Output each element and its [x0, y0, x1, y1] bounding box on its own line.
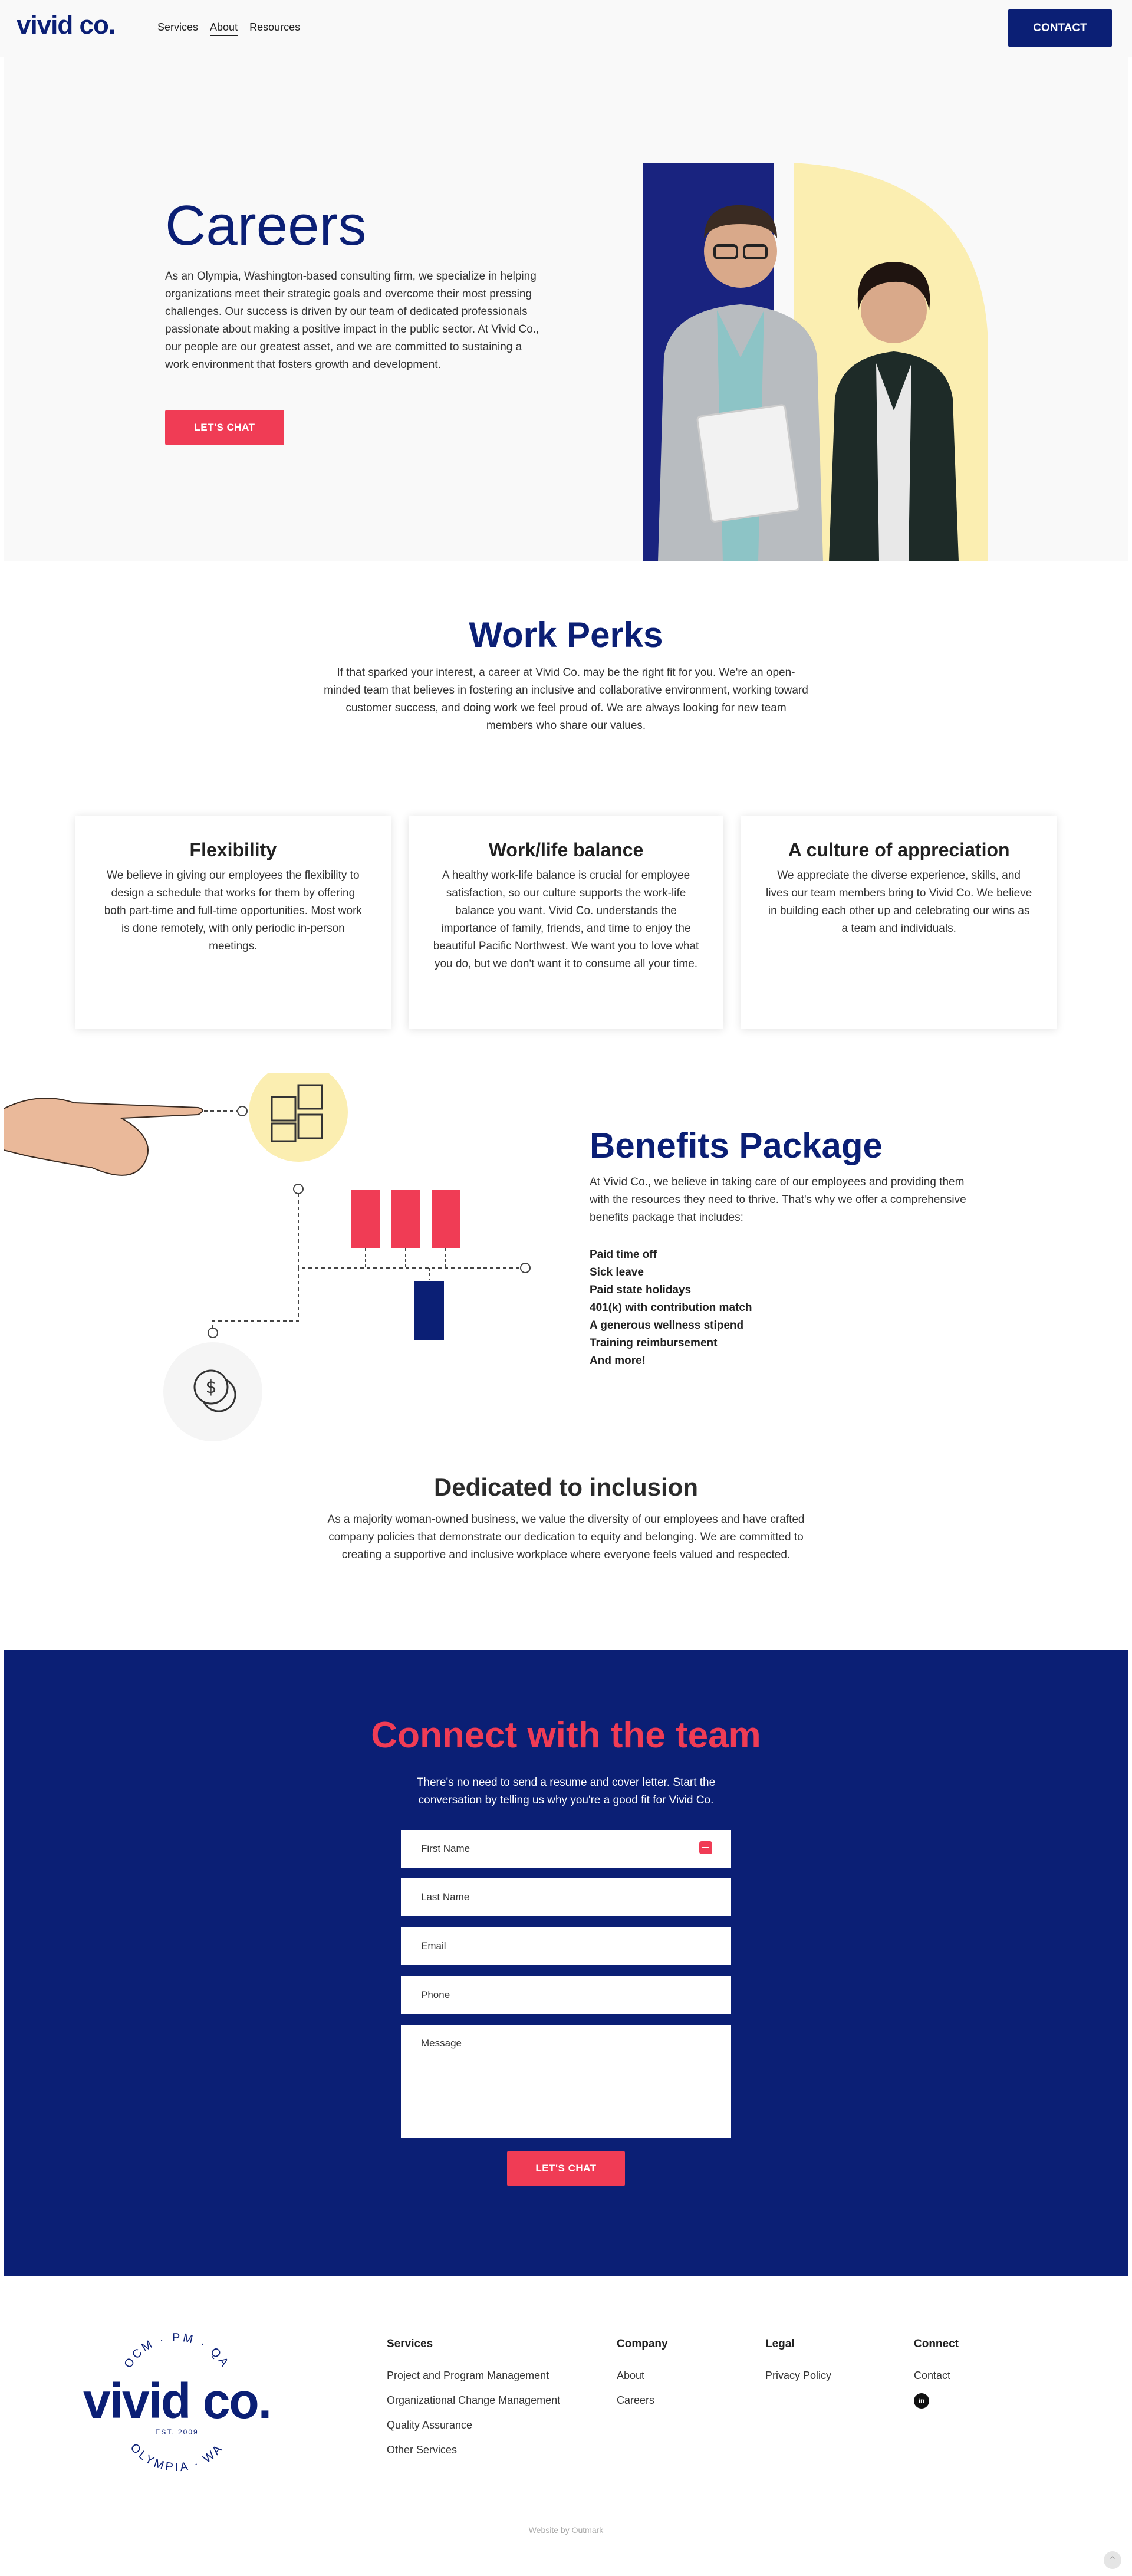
benefits-title: Benefits Package — [590, 1126, 883, 1165]
site-header — [0, 0, 1132, 57]
footer-heading: Services — [387, 2338, 433, 2350]
benefits-text: At Vivid Co., we believe in taking care of our employees and providing them with the resources they need to thrive. That's why we offer a comprehensive benefits package that includes: — [590, 1176, 966, 1224]
perk-card-title: A culture of appreciation — [788, 839, 1010, 860]
last-name-field[interactable] — [401, 1878, 731, 1916]
inclusion-title: Dedicated to inclusion — [433, 1473, 699, 1501]
footer-link[interactable]: Organizational Change Management — [387, 2394, 561, 2406]
perk-card-appreciation — [741, 816, 1057, 1029]
footer-link[interactable]: Quality Assurance — [387, 2419, 473, 2431]
svg-text:OLYMPIA · WA: OLYMPIA · WA — [127, 2441, 226, 2475]
site-logo[interactable]: vivid co. — [17, 11, 116, 40]
list-item: And more! — [590, 1355, 646, 1367]
perk-card-text: We believe in giving our employees the flexibility to design a schedule that works for them by offering both part-time and full-time opportunities. Most work is done remotely, with only periodic in-person meetings. — [104, 869, 362, 952]
benefits-illustration — [4, 1073, 534, 1445]
list-item: Paid time off — [590, 1248, 657, 1261]
footer-link[interactable]: Careers — [617, 2394, 655, 2406]
connect-text: There's no need to send a resume and cover letter. Start the conversation by telling us why you're a good fit for Vivid Co. — [416, 1776, 716, 1806]
submit-chat-button[interactable]: LET'S CHAT — [507, 2151, 625, 2186]
list-item: Sick leave — [590, 1266, 644, 1279]
perk-card-title: Work/life balance — [488, 839, 644, 860]
perk-card-text: A healthy work-life balance is crucial for employee satisfaction, so our culture supports the work-life balance you want. Vivid Co. understands the importance of family, friends, and time to enjoy the beautiful Pacific Northwest. We want you to love what you do, but we don't want it to consume all your time. — [433, 869, 699, 970]
list-item: A generous wellness stipend — [590, 1319, 744, 1332]
footer-legal — [765, 2338, 831, 2393]
connect-title: Connect with the team — [371, 1715, 761, 1756]
main-nav — [157, 21, 300, 36]
footer-link[interactable]: Privacy Policy — [765, 2370, 832, 2381]
nav-about[interactable]: About — [210, 21, 238, 36]
footer-connect — [914, 2338, 959, 2409]
list-item: Training reimbursement — [590, 1337, 718, 1349]
inclusion-text: As a majority woman-owned business, we value the diversity of our employees and have crafted company policies that demonstrate our dedication to equity and belonging. We are committed to creating a supportive and inclusive workplace where everyone feels valued and respected. — [327, 1513, 805, 1561]
perk-card-title: Flexibility — [189, 839, 277, 860]
footer-heading: Connect — [914, 2338, 959, 2350]
footer-services — [387, 2338, 564, 2467]
chevron-up-icon[interactable]: ^ — [1104, 2551, 1121, 2569]
autofill-icon[interactable] — [699, 1841, 712, 1854]
footer-link[interactable]: Project and Program Management — [387, 2370, 549, 2381]
footer-link[interactable]: Contact — [914, 2370, 951, 2381]
benefits-list — [590, 1246, 752, 1370]
perks-intro: If that sparked your interest, a career at Vivid Co. may be the right fit for you. We're an open-minded team that believes in fostering an inclusive and collaborative environment, working toward customer success, and doing work we feel proud of. We are always looking for new team members who share our values. — [324, 666, 808, 732]
footer-company — [617, 2338, 668, 2418]
message-field[interactable] — [401, 2025, 731, 2138]
list-item: 401(k) with contribution match — [590, 1302, 752, 1314]
footer-heading: Company — [617, 2338, 668, 2350]
svg-text:EST. 2009: EST. 2009 — [155, 2428, 199, 2436]
footer-link[interactable]: Other Services — [387, 2444, 458, 2456]
svg-text:$: $ — [205, 1377, 217, 1398]
hero-team-photo — [605, 163, 994, 561]
connect-section — [4, 1650, 1128, 2276]
perk-card-flexibility — [75, 816, 391, 1029]
perk-card-work-life — [409, 816, 724, 1029]
email-field[interactable] — [401, 1927, 731, 1965]
perk-card-text: We appreciate the diverse experience, skills, and lives our team members bring to Vivid Co. We believe in building each other up and celebrating our wins as a team and individuals. — [766, 869, 1032, 935]
nav-resources[interactable]: Resources — [249, 21, 301, 33]
page-title: Careers — [165, 194, 367, 257]
footer-link[interactable]: About — [617, 2370, 645, 2381]
footer-logo[interactable] — [53, 2324, 301, 2477]
phone-field[interactable] — [401, 1976, 731, 2014]
hero-text: As an Olympia, Washington-based consulting firm, we specialize in helping organizations meet their strategic goals and overcome their most pressing challenges. Our success is driven by our team of dedicated professionals passionate about making a positive impact in the public sector. At Vivid Co., our people are our greatest asset, and we are committed to sustaining a work environment that fosters growth and development. — [165, 270, 539, 371]
site-credit[interactable]: Website by Outmark — [528, 2525, 604, 2535]
first-name-field[interactable] — [401, 1830, 731, 1868]
linkedin-icon[interactable]: in — [914, 2393, 929, 2409]
footer-heading: Legal — [765, 2338, 795, 2350]
contact-button[interactable]: CONTACT — [1008, 9, 1112, 47]
list-item: Paid state holidays — [590, 1284, 692, 1296]
svg-text:vivid co.: vivid co. — [83, 2373, 271, 2429]
svg-text:OCM · PM · QA: OCM · PM · QA — [121, 2331, 232, 2371]
perks-title: Work Perks — [469, 615, 663, 655]
nav-services[interactable]: Services — [157, 21, 199, 33]
hero-section — [4, 57, 1128, 561]
hero-chat-button[interactable]: LET'S CHAT — [165, 410, 284, 445]
perk-cards — [75, 816, 1057, 1029]
